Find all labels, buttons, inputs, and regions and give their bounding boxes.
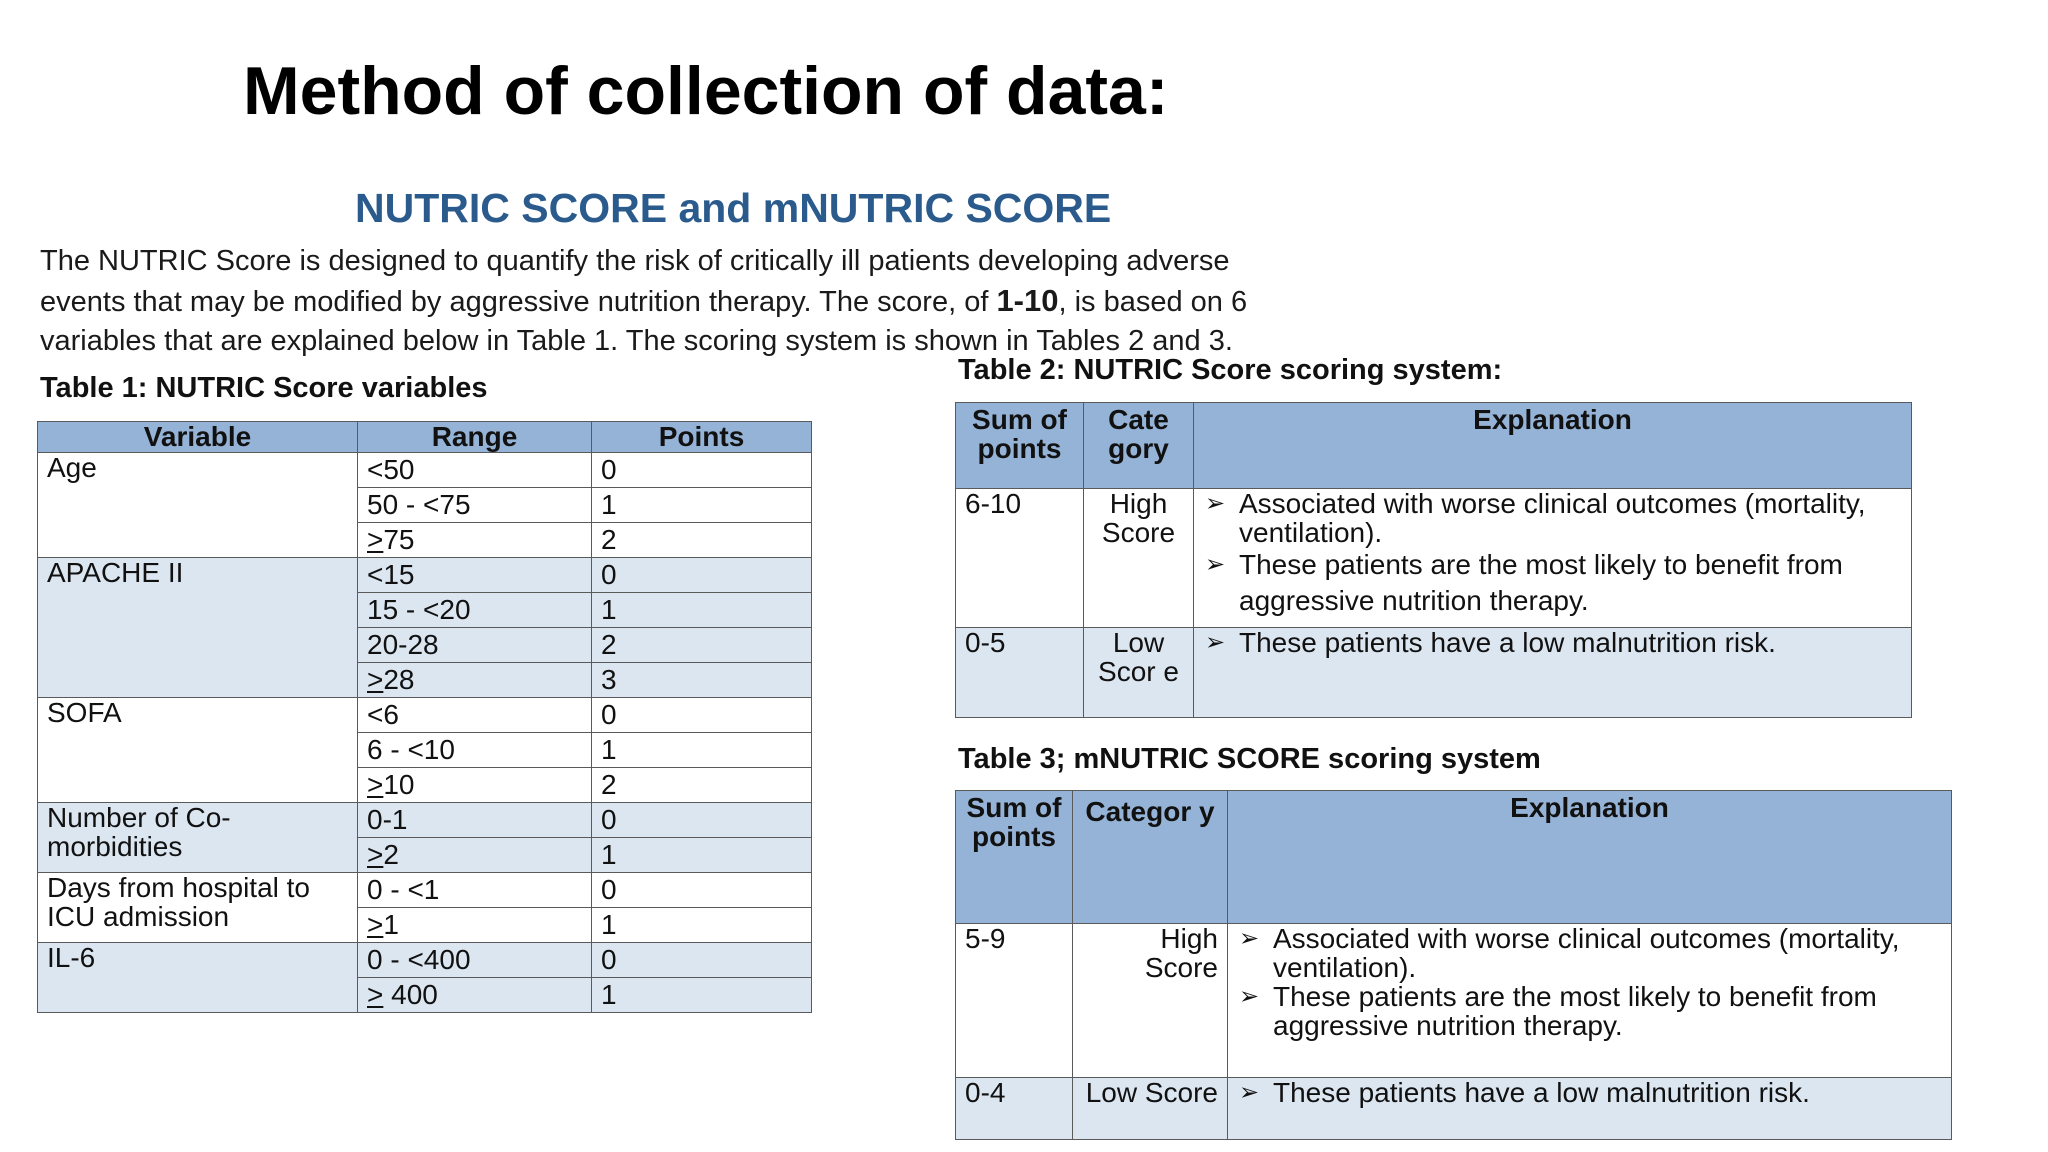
col-header-sum: Sum of points xyxy=(956,791,1073,924)
points-cell: 0 xyxy=(592,698,812,733)
range-cell: 15 - <20 xyxy=(358,593,592,628)
col-header-explanation: Explanation xyxy=(1228,791,1952,924)
bullet-item: ➢ These patients are the most likely to benefit from aggressive nutrition therapy. xyxy=(1203,547,1902,619)
table1-body xyxy=(38,453,812,1013)
points-cell: 2 xyxy=(592,768,812,803)
sum-cell: 6-10 xyxy=(956,489,1084,628)
table-header-row xyxy=(956,791,1952,924)
points-cell: 3 xyxy=(592,663,812,698)
points-cell: 1 xyxy=(592,838,812,873)
points-cell: 2 xyxy=(592,628,812,663)
points-cell: 0 xyxy=(592,558,812,593)
range-cell: <15 xyxy=(358,558,592,593)
range-cell: >28 xyxy=(358,663,592,698)
range-cell: >75 xyxy=(358,523,592,558)
bullet-item: ➢ Associated with worse clinical outcomes (mortality, ventilation). xyxy=(1237,924,1942,982)
range-cell: <6 xyxy=(358,698,592,733)
range-cell: >1 xyxy=(358,908,592,943)
range-cell: >2 xyxy=(358,838,592,873)
range-cell: 6 - <10 xyxy=(358,733,592,768)
range-cell: > 400 xyxy=(358,978,592,1013)
range-cell: >10 xyxy=(358,768,592,803)
intro-line-3: variables that are explained below in Table 1. The scoring system is shown in Tables 2 and 3. xyxy=(40,325,1233,357)
category-cell: Low Scor e xyxy=(1084,628,1194,718)
table3-caption: Table 3; mNUTRIC SCORE scoring system xyxy=(958,743,1541,775)
col-header-variable: Variable xyxy=(38,422,358,453)
table-row xyxy=(38,558,812,593)
points-cell: 0 xyxy=(592,803,812,838)
bullet-item: ➢ These patients have a low malnutrition risk. xyxy=(1237,1078,1942,1107)
col-header-sum: Sum of points xyxy=(956,403,1084,489)
table-row xyxy=(38,943,812,978)
points-cell: 2 xyxy=(592,523,812,558)
points-cell: 1 xyxy=(592,978,812,1013)
sum-cell: 0-5 xyxy=(956,628,1084,718)
intro-line-2 xyxy=(40,281,1340,322)
table-row xyxy=(956,628,1912,718)
points-cell: 0 xyxy=(592,453,812,488)
intro-line-1: The NUTRIC Score is designed to quantify the risk of critically ill patients developing adverse xyxy=(40,245,1230,277)
explanation-cell xyxy=(1194,489,1912,628)
mnutric-scoring-table xyxy=(955,790,1952,1140)
points-cell: 0 xyxy=(592,943,812,978)
category-cell: High Score xyxy=(1084,489,1194,628)
intro-paragraph xyxy=(40,242,1340,361)
col-header-explanation: Explanation xyxy=(1194,403,1912,489)
explanation-cell xyxy=(1194,628,1912,718)
points-cell: 0 xyxy=(592,873,812,908)
nutric-scoring-table xyxy=(955,402,1912,718)
variable-cell: Age xyxy=(38,453,358,558)
table1-caption: Table 1: NUTRIC Score variables xyxy=(40,372,488,404)
score-range: 1-10 xyxy=(996,283,1059,318)
intro-line-2-pre: events that may be modified by aggressive nutrition therapy. The score, of xyxy=(40,286,997,318)
range-cell: 0 - <1 xyxy=(358,873,592,908)
table-row xyxy=(38,453,812,488)
sum-cell: 0-4 xyxy=(956,1078,1073,1140)
col-header-category: Cate gory xyxy=(1084,403,1194,489)
explanation-cell xyxy=(1228,924,1952,1078)
table-row xyxy=(38,698,812,733)
sum-cell: 5-9 xyxy=(956,924,1073,1078)
table-row xyxy=(956,924,1952,1078)
nutric-variables-table xyxy=(37,421,812,1013)
section-subtitle: NUTRIC SCORE and mNUTRIC SCORE xyxy=(355,185,1112,231)
variable-cell: IL-6 xyxy=(38,943,358,1013)
table2-caption: Table 2: NUTRIC Score scoring system: xyxy=(958,354,1503,386)
category-cell: Low Score xyxy=(1073,1078,1228,1140)
table-header-row xyxy=(956,403,1912,489)
table-row xyxy=(38,803,812,838)
range-cell: 0 - <400 xyxy=(358,943,592,978)
table-header-row xyxy=(38,422,812,453)
variable-cell: Number of Co-morbidities xyxy=(38,803,358,873)
table-row xyxy=(38,873,812,908)
bullet-item: ➢ These patients are the most likely to benefit from aggressive nutrition therapy. xyxy=(1237,982,1942,1040)
points-cell: 1 xyxy=(592,908,812,943)
range-cell: 0-1 xyxy=(358,803,592,838)
col-header-category: Categor y xyxy=(1073,791,1228,924)
bullet-item: ➢ Associated with worse clinical outcomes (mortality, ventilation). xyxy=(1203,489,1902,547)
points-cell: 1 xyxy=(592,593,812,628)
range-cell: 20-28 xyxy=(358,628,592,663)
points-cell: 1 xyxy=(592,488,812,523)
variable-cell: SOFA xyxy=(38,698,358,803)
intro-line-2-post: , is based on 6 xyxy=(1058,286,1248,318)
points-cell: 1 xyxy=(592,733,812,768)
bullet-item: ➢ These patients have a low malnutrition risk. xyxy=(1203,628,1902,657)
range-cell: <50 xyxy=(358,453,592,488)
page-title: Method of collection of data: xyxy=(243,53,1169,129)
variable-cell: Days from hospital to ICU admission xyxy=(38,873,358,943)
range-cell: 50 - <75 xyxy=(358,488,592,523)
category-cell: High Score xyxy=(1073,924,1228,1078)
variable-cell: APACHE II xyxy=(38,558,358,698)
table-row xyxy=(956,1078,1952,1140)
col-header-range: Range xyxy=(358,422,592,453)
col-header-points: Points xyxy=(592,422,812,453)
explanation-cell xyxy=(1228,1078,1952,1140)
table-row xyxy=(956,489,1912,628)
